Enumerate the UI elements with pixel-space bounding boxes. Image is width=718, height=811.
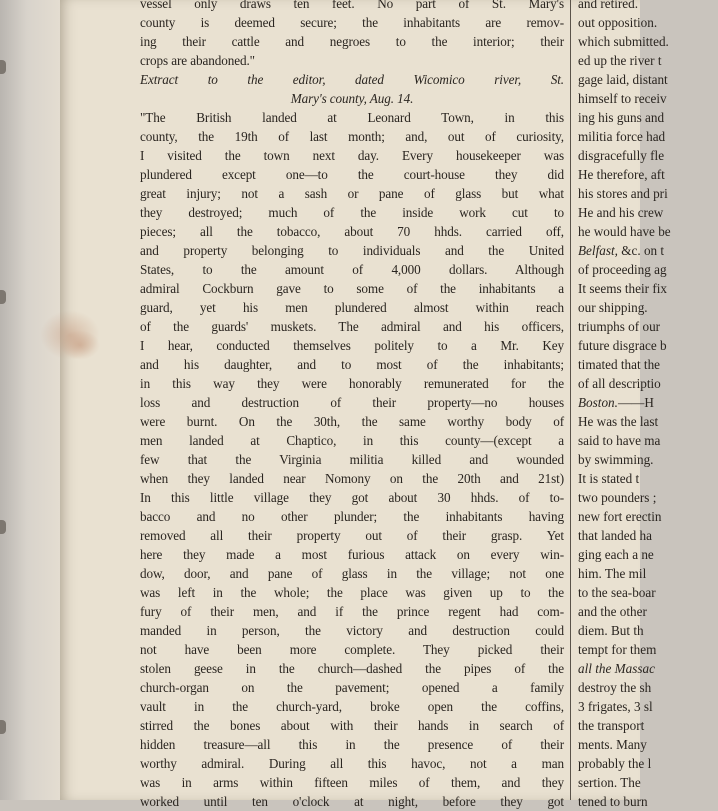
adjacent-text-line: tened to burn xyxy=(578,794,648,809)
article-text-line: vessel only draws ten feet. No part of St. Mary's xyxy=(140,0,564,11)
adjacent-text-line: triumphs of our xyxy=(578,319,661,334)
adjacent-text-line: his stores and pri xyxy=(578,186,668,201)
article-text-line: plundered except one—to the court-house they did xyxy=(140,167,564,182)
adjacent-text-line: and the other xyxy=(578,604,647,619)
adjacent-text-line: our shipping. xyxy=(578,300,648,315)
adjacent-text-line: It is stated t xyxy=(578,471,640,486)
adjacent-text-line: destroy the sh xyxy=(578,680,652,695)
article-text-line: when they landed near Nomony on the 20th and 21st) xyxy=(140,471,564,486)
article-text-line: hidden treasure—all this in the presence of their xyxy=(140,737,564,752)
adjacent-article-column xyxy=(578,0,718,809)
article-text-line: ing their cattle and negroes to the interior; their xyxy=(140,34,564,49)
article-text-line: was in arms within fifteen miles of them, and they xyxy=(140,775,564,790)
italic-text: Boston. xyxy=(578,395,618,410)
adjacent-text-line: himself to receiv xyxy=(578,91,667,106)
adjacent-text-line: sertion. The xyxy=(578,775,641,790)
article-text-line: bacco and no other plunder; the inhabitants having xyxy=(140,509,564,524)
adjacent-text-line: timated that the xyxy=(578,357,661,372)
adjacent-text-line: by swimming. xyxy=(578,452,654,467)
article-text-line: stolen geese in the church—dashed the pipes of the xyxy=(140,661,564,676)
newspaper-page xyxy=(60,0,671,809)
article-text-line: worthy admiral. During all this havoc, not a man xyxy=(140,756,564,771)
adjacent-text-line: two pounders ; xyxy=(578,490,657,505)
article-text-line: In this little village they got about 30 hhds. of to- xyxy=(140,490,564,505)
article-text-line: dow, door, and pane of glass in the village; not one xyxy=(140,566,564,581)
adjacent-text-line: ments. Many xyxy=(578,737,647,752)
adjacent-text-line: tempt for them xyxy=(578,642,657,657)
article-text-line: guard, yet his men plundered almost within reach xyxy=(140,300,564,315)
adjacent-text-line: probably the l xyxy=(578,756,652,771)
adjacent-text-line: disgracefully fle xyxy=(578,148,665,163)
article-text-line: removed all their property out of their grasp. Yet xyxy=(140,528,564,543)
adjacent-text-line: that landed ha xyxy=(578,528,652,543)
article-text-line: fury of their men, and if the prince regent had com- xyxy=(140,604,564,619)
adjacent-text-line: ging each a ne xyxy=(578,547,654,562)
article-text-line: Mary's county, Aug. 14. xyxy=(290,91,414,106)
article-text-line: was left in the whole; the place was given up to the xyxy=(140,585,564,600)
article-text-line: men landed at Chaptico, in this county—(except a xyxy=(140,433,564,448)
adjacent-text-line: diem. But th xyxy=(578,623,644,638)
adjacent-text-line: him. The mil xyxy=(578,566,647,581)
binding-hole xyxy=(0,520,6,534)
adjacent-text-line: He therefore, aft xyxy=(578,167,665,182)
adjacent-text-line: Boston.——H xyxy=(578,395,654,410)
binding-hole xyxy=(0,720,6,734)
adjacent-text-line: he would have be xyxy=(578,224,671,239)
article-text-line: States, to the amount of 4,000 dollars. Although xyxy=(140,262,564,277)
adjacent-text-line: the transport xyxy=(578,718,645,733)
adjacent-text-line: new fort erectin xyxy=(578,509,662,524)
article-text-line: were burnt. On the 30th, the same worthy body of xyxy=(140,414,564,429)
article-text-line: admiral Cockburn gave to some of the inhabitants a xyxy=(140,281,564,296)
article-text-line: of the guards' muskets. The admiral and his officers, xyxy=(140,319,564,334)
article-text-line: loss and destruction of their property—no houses xyxy=(140,395,564,410)
italic-text: all the Massac xyxy=(578,661,655,676)
adjacent-text-line: He was the last xyxy=(578,414,659,429)
article-text-line: worked until ten o'clock at night, before they got xyxy=(140,794,564,809)
italic-text: Belfast, xyxy=(578,243,618,258)
article-text-line: stirred the bones about with their hands in search of xyxy=(140,718,564,733)
binding-margin xyxy=(0,0,60,800)
adjacent-text-line: ed up the river t xyxy=(578,53,662,68)
article-text-line: crops are abandoned." xyxy=(140,53,255,68)
article-text-line: here they made a most furious attack on every win- xyxy=(140,547,564,562)
adjacent-text-line: of all descriptio xyxy=(578,376,661,391)
adjacent-text-line: 3 frigates, 3 sl xyxy=(578,699,653,714)
adjacent-text-line: future disgrace b xyxy=(578,338,667,353)
article-text-line: pieces; all the tobacco, about 70 hhds. carried off, xyxy=(140,224,564,239)
adjacent-text-line: militia force had xyxy=(578,129,666,144)
article-text-line: in this way they were honorably remunerated for the xyxy=(140,376,564,391)
article-text-line: I visited the town next day. Every housekeeper was xyxy=(140,148,564,163)
article-text-line: I hear, conducted themselves politely to a Mr. Key xyxy=(140,338,564,353)
article-text-line: few that the Virginia militia killed and wounded xyxy=(140,452,564,467)
article-text-line: they destroyed; much of the inside work cut to xyxy=(140,205,564,220)
adjacent-text-line: of proceeding ag xyxy=(578,262,667,277)
main-article-column xyxy=(140,0,564,809)
article-text-line: and property belonging to individuals and the United xyxy=(140,243,564,258)
article-text-line: and his daughter, and to most of the inhabitants; xyxy=(140,357,564,372)
adjacent-text-line: Belfast, &c. on t xyxy=(578,243,665,258)
adjacent-text-line: gage laid, distant xyxy=(578,72,668,87)
adjacent-text-line: He and his crew xyxy=(578,205,664,220)
adjacent-text-line: to the sea-boar xyxy=(578,585,656,600)
article-text-line: county is deemed secure; the inhabitants are remov- xyxy=(140,15,564,30)
column-rule xyxy=(570,0,571,800)
adjacent-text-line: said to have ma xyxy=(578,433,661,448)
adjacent-text-line: and retired. xyxy=(578,0,639,11)
adjacent-text-line: ing his guns and xyxy=(578,110,665,125)
adjacent-text-line xyxy=(578,659,655,678)
article-text-line: vault in the church-yard, broke open the coffins, xyxy=(140,699,564,714)
article-text-line: "The British landed at Leonard Town, in this xyxy=(140,110,564,125)
article-text-line: not have been more complete. They picked their xyxy=(140,642,564,657)
paper-stain xyxy=(60,330,100,360)
binding-hole xyxy=(0,60,6,74)
article-text-line: Extract to the editor, dated Wicomico river, St. xyxy=(140,72,564,87)
binding-hole xyxy=(0,290,6,304)
article-text-line: church-organ on the pavement; opened a family xyxy=(140,680,564,695)
article-text-line: county, the 19th of last month; and, out of curiosity, xyxy=(140,129,564,144)
adjacent-text-line: which submitted. xyxy=(578,34,669,49)
article-text-line: great injury; not a sash or pane of glass but what xyxy=(140,186,564,201)
adjacent-text-line: out opposition. xyxy=(578,15,658,30)
article-text-line: manded in person, the victory and destruction could xyxy=(140,623,564,638)
adjacent-text-line: It seems their fix xyxy=(578,281,667,296)
